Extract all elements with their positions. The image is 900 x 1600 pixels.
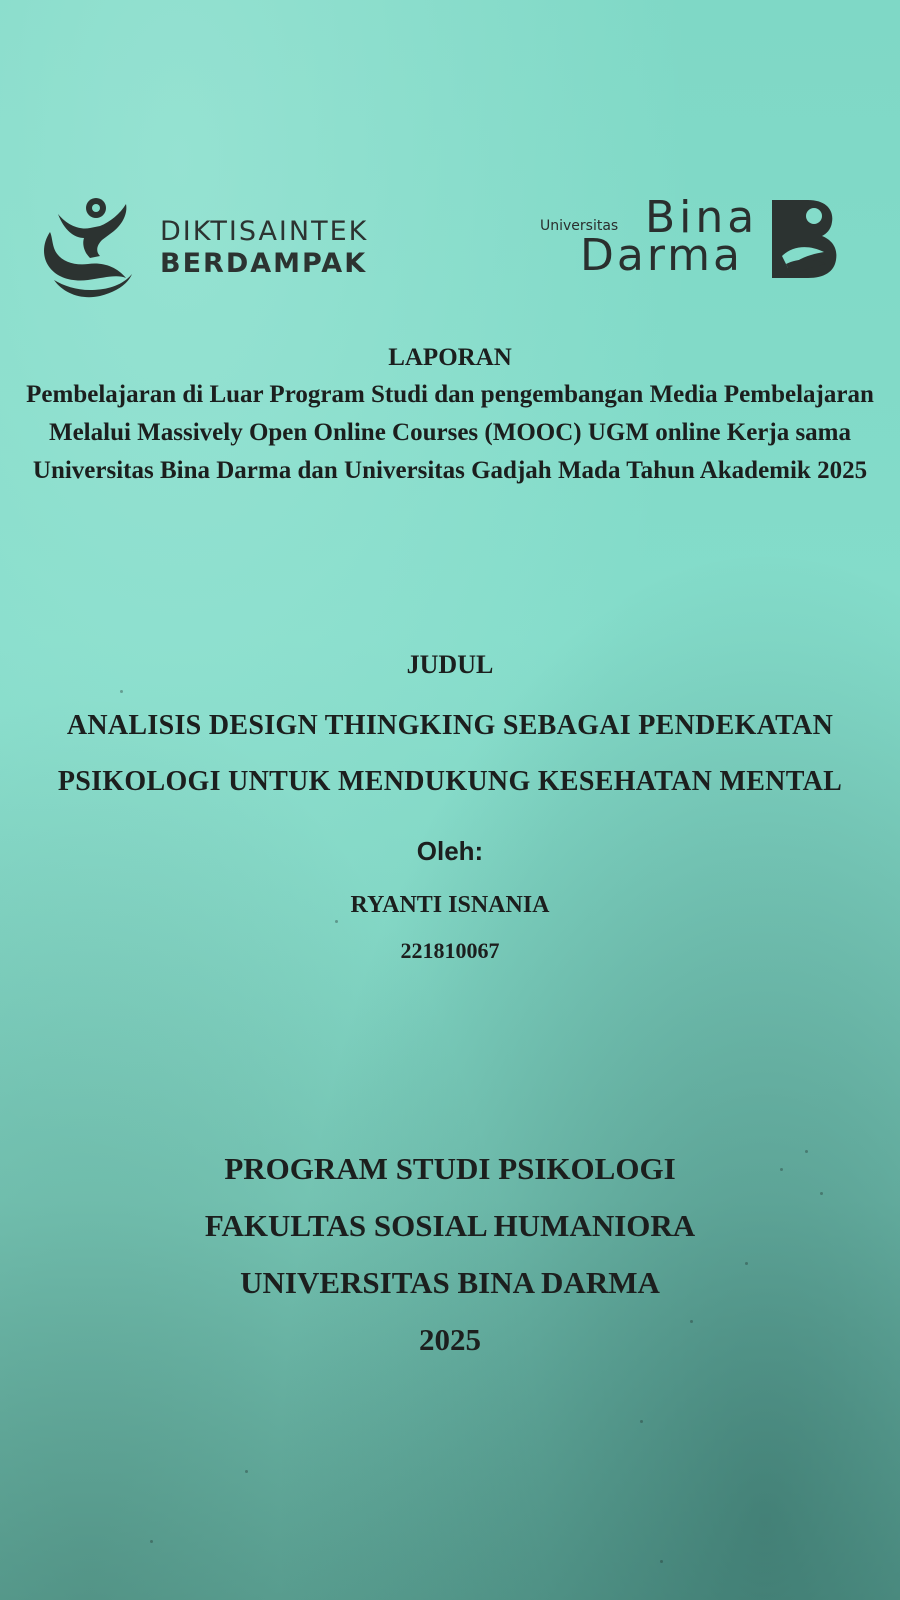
- paper-speck: [640, 1420, 643, 1423]
- paper-speck: [335, 920, 338, 923]
- dikti-logo: [38, 196, 368, 306]
- bina-darma-logo: [540, 192, 860, 286]
- paper-speck: [660, 1560, 663, 1563]
- dikti-line1: DIKTISAINTEK: [160, 216, 369, 247]
- bina-darma-prefix: Universitas: [540, 218, 619, 234]
- report-title: LAPORAN: [388, 344, 512, 371]
- author-name: RYANTI ISNANIA: [350, 892, 550, 918]
- program-name: PROGRAM STUDI PSIKOLOGI: [224, 1151, 676, 1186]
- faculty-name: FAKULTAS SOSIAL HUMANIORA: [204, 1208, 696, 1243]
- report-description: Pembelajaran di Luar Program Studi dan pengembangan Media Pembelajaran Melalui Massively Open Online Courses (MOOC) UGM online Kerja sama Universitas Bina Darma dan Universitas Gadjah Mada Tahun Akademik 2025: [26, 381, 874, 484]
- dikti-wordmark: [160, 216, 368, 280]
- university-name: UNIVERSITAS BINA DARMA: [240, 1265, 660, 1300]
- paper-speck: [150, 1540, 153, 1543]
- author-nim: 221810067: [400, 938, 500, 963]
- dikti-figure-icon: [38, 196, 138, 306]
- thesis-title: ANALISIS DESIGN THINGKING SEBAGAI PENDEKATAN PSIKOLOGI UNTUK MENDUKUNG KESEHATAN MENTAL: [57, 710, 843, 797]
- bina-darma-word1: Bina: [645, 192, 759, 243]
- author-label: Oleh:: [416, 836, 484, 866]
- institution-block: [0, 1140, 900, 1368]
- judul-label: JUDUL: [406, 650, 494, 679]
- paper-speck: [120, 690, 123, 693]
- publication-year: 2025: [419, 1322, 481, 1357]
- dikti-line2: BERDAMPAK: [160, 248, 368, 279]
- bina-darma-word2: Darma: [580, 230, 743, 281]
- bina-darma-b-icon: [768, 196, 840, 280]
- paper-speck: [245, 1470, 248, 1473]
